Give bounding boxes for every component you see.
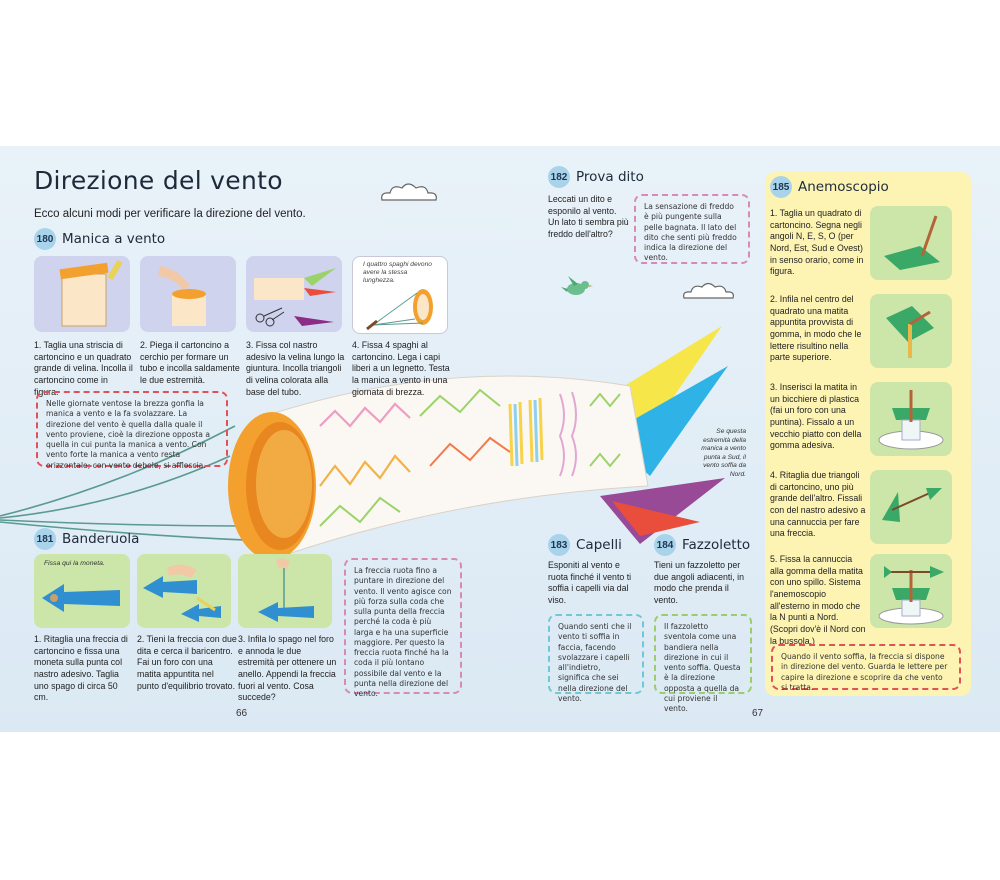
note-box: Quando senti che il vento ti soffia in faccia, facendo svolazzare i capelli all'indietro, significa che sei nella direzione del vento. (548, 614, 644, 694)
step-text: 3. Fissa col nastro adesivo la velina lungo la giuntura. Incolla triangoli di velina colorata alla base del tubo. (246, 340, 345, 397)
tissue-scissors-icon (246, 256, 342, 332)
strings-caption: I quattro spaghi devono avere la stessa lunghezza. (363, 261, 432, 285)
intro-text: Ecco alcuni modi per verificare la direzione del vento. (34, 208, 306, 220)
note-box: Nelle giornate ventose la brezza gonfia la manica a vento e la fa svolazzare. La direzione del vento è quella dalla quale il vento proviene, cioè la direzione opposta a quella in cui punta la manica a vento. Con vento forte la manica a vento resta orizzontale; con vento debole, si affloscia. (36, 391, 228, 467)
section-number-badge: 180 (34, 228, 56, 250)
pencil-square-icon (870, 294, 952, 368)
section-number-badge: 184 (654, 534, 676, 556)
step-image-cup (870, 382, 952, 456)
step-text: 2. Piega il cartoncino a cerchio per formare un tubo e incolla saldamente le due estremità. (140, 340, 240, 386)
step-text: 2. Infila nel centro del quadrato una matita appuntita provvista di gomma, in modo che le lettere risultino nella parte superiore. (770, 294, 862, 363)
step-text: 1. Taglia una striscia di cartoncino e un quadrato grande di velina. Incolla il cartoncino come in figura. (34, 340, 133, 397)
section-number-badge: 183 (548, 534, 570, 556)
note-box: Quando il vento soffia, la freccia si dispone in direzione del vento. Guarda le lettere per capire la direzione e scoprire da che vento si tratta. (771, 644, 961, 690)
arrow-caption: Fissa qui la moneta. (44, 560, 105, 567)
hand-tube-icon (140, 256, 236, 332)
note-box: La sensazione di freddo è più pungente sulla pelle bagnata. Il lato del dito che senti più freddo indica la direzione del vento. (634, 194, 750, 264)
cardboard-icon (34, 256, 130, 332)
section-text: Tieni un fazzoletto per due angoli adiacenti, in modo che prenda il vento. (654, 560, 744, 606)
step-text: 3. Inserisci la matita in un bicchiere di plastica (fai un foro con una puntina). Fissalo a un vecchio piatto con della gomma adesiva. (770, 382, 862, 451)
arrow-icon (34, 572, 130, 628)
book-spread (0, 146, 1000, 732)
section-title: Manica a vento (62, 231, 166, 247)
section-text: Esponiti al vento e ruota finché il vento ti soffia i capelli via dal viso. (548, 560, 632, 606)
step-image-strings (352, 256, 448, 334)
hanging-arrow-icon (238, 554, 332, 628)
section-185-heading (770, 176, 889, 198)
section-title: Anemoscopio (798, 179, 889, 195)
step-text: 4. Ritaglia due triangoli di cartoncino, uno più grande dell'altro. Fissali con del nastro adesivo a una cannuccia per fare una freccia. (770, 470, 866, 539)
note-box: Il fazzoletto sventola come una bandiera nella direzione in cui il vento soffia. Questa è la direzione opposta a quella da cui proviene il vento. (654, 614, 752, 694)
section-181-heading (34, 528, 139, 550)
anemoscope-icon (870, 554, 952, 628)
hand-arrow-icon (137, 554, 231, 628)
step-text: 1. Ritaglia una freccia di cartoncino e fissa una moneta sulla punta col nastro adesivo. Taglia uno spago di circa 50 cm. (34, 634, 128, 703)
section-title: Fazzoletto (682, 537, 751, 553)
step-text: 4. Fissa 4 spaghi al cartoncino. Lega i capi liberi a un legnetto. Testa la manica a vento in una giornata di brezza. (352, 340, 450, 397)
windsock-caption: Se questa estremità della manica a vento punta a Sud, il vento soffia da Nord. (701, 428, 746, 478)
page-number: 67 (752, 708, 764, 719)
section-title: Prova dito (576, 169, 644, 185)
step-image-tube (140, 256, 236, 332)
step-image-arrow-pointer (870, 470, 952, 544)
step-image-tissue (246, 256, 342, 332)
step-text: 2. Tieni la freccia con due dita e cerca il baricentro. Fai un foro con una matita appuntita nel punto d'equilibrio trovato. (137, 634, 237, 691)
section-183-heading (548, 534, 622, 556)
cup-plate-icon (870, 382, 952, 456)
section-180-heading (34, 228, 165, 250)
section-text: Leccati un dito e esponilo al vento. Un lato ti sembra più freddo dell'altro? (548, 194, 629, 240)
step-image-string-loop (238, 554, 332, 628)
step-text: 3. Infila lo spago nel foro e annoda le due estremità per ottenere un anello. Appendi la freccia fuori al vento. Cosa succede? (238, 634, 337, 703)
page-number: 66 (236, 708, 248, 719)
section-182-heading (548, 166, 644, 188)
section-title: Capelli (576, 537, 622, 553)
step-image-finished (870, 554, 952, 628)
card-square-icon (870, 206, 952, 280)
cloud-illustration (680, 280, 736, 302)
page-title: Direzione del vento (34, 166, 283, 195)
step-image-arrow (34, 554, 130, 628)
step-text: 1. Taglia un quadrato di cartoncino. Segna negli angoli N, E, S, O (per Nord, Est, Sud e Ovest) in senso orario, come in figura. (770, 208, 864, 277)
step-text: 5. Fissa la cannuccia alla gomma della matita con uno spillo. Sistema l'anemoscopio all'esterno in modo che la N punti a Nord. (Scopri dov'è il Nord con la bussola.) (770, 554, 866, 646)
triangle-arrow-icon (870, 470, 952, 544)
section-title: Banderuola (62, 531, 140, 547)
step-image-pencil (870, 294, 952, 368)
step-image-balance (137, 554, 231, 628)
section-number-badge: 181 (34, 528, 56, 550)
step-image-square (870, 206, 952, 280)
cloud-illustration (378, 180, 440, 204)
section-number-badge: 182 (548, 166, 570, 188)
section-184-heading (654, 534, 750, 556)
note-box: La freccia ruota fino a puntare in direzione del vento. Il vento agisce con più forza sulla coda che sulla punta della freccia perché la coda è più larga e ha una superficie maggiore. Per questo la freccia ruota finché ha la coda il più lontano possibile dal vento e la punta nella direzione del vento. (344, 558, 462, 694)
section-number-badge: 185 (770, 176, 792, 198)
bird-illustration (560, 274, 594, 300)
strings-icon (353, 285, 447, 333)
step-image-cardboard (34, 256, 130, 332)
